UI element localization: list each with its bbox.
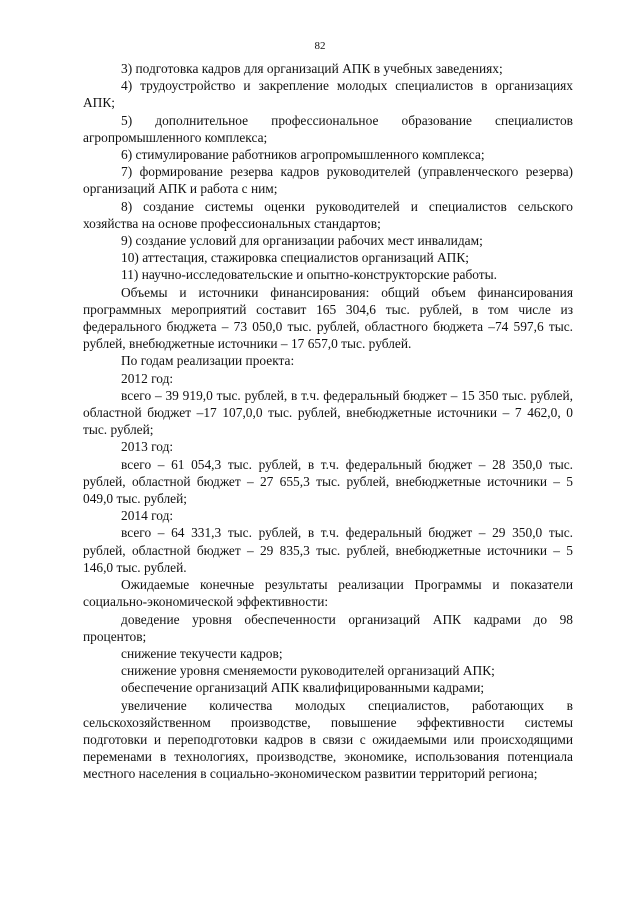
paragraph-item-10: 10) аттестация, стажировка специалистов организаций АПК; (121, 250, 469, 266)
page-number: 82 (314, 40, 326, 52)
result-item-manager-replacement: снижение уровня сменяемости руководителей организаций АПК; (121, 663, 495, 679)
paragraph-item-9: 9) создание условий для организации рабочих мест инвалидам; (121, 233, 483, 249)
paragraph-item-11: 11) научно-исследовательские и опытно-конструкторские работы. (121, 267, 497, 283)
result-item-turnover: снижение текучести кадров; (121, 645, 283, 661)
result-item-young-specialists: увеличение количества молодых специалистов, работающих в сельскохозяйственном производстве, повышение эффективности системы подготовки и переподготовки кадров в связи с ожидаемыми или происходящими переменами в технологиях, производстве, экономике, использования потенциала местного населения в социально-экономическом развитии территорий региона; (83, 697, 573, 782)
paragraph-item-8: 8) создание системы оценки руководителей и специалистов сельского хозяйства на основе профессиональных стандартов; (83, 198, 573, 231)
result-item-staffing-level: доведение уровня обеспеченности организаций АПК кадрами до 98 процентов; (83, 611, 573, 644)
paragraph-2014-totals: всего – 64 331,3 тыс. рублей, в т.ч. федеральный бюджет – 29 350,0 тыс. рублей, областной бюджет – 29 835,3 тыс. рублей, внебюджетные источники – 5 146,0 тыс. рублей. (83, 525, 573, 575)
paragraph-item-3: 3) подготовка кадров для организаций АПК в учебных заведениях; (121, 61, 503, 76)
year-heading-2014: 2014 год: (121, 508, 174, 524)
paragraph-funding: Объемы и источники финансирования: общий объем финансирования программных мероприятий составит 165 304,6 тыс. рублей, в том числе из федерального бюджета – 73 050,0 тыс. рублей, областного бюджета –74 597,6 тыс. рублей, внебюджетные источники – 17 657,0 тыс. рублей. (83, 284, 573, 352)
paragraph-item-7: 7) формирование резерва кадров руководителей (управленческого резерва) организаций АПК и работа с ним; (83, 164, 573, 197)
paragraph-by-years: По годам реализации проекта: (121, 353, 295, 369)
result-item-qualified-staff: обеспечение организаций АПК квалифицированными кадрами; (121, 680, 485, 696)
page-body (83, 60, 573, 783)
paragraph-item-5: 5) дополнительное профессиональное образование специалистов агропромышленного комплекса; (83, 112, 573, 145)
paragraph-item-4: 4) трудоустройство и закрепление молодых специалистов в организациях АПК; (83, 78, 573, 111)
year-heading-2012: 2012 год: (121, 370, 174, 386)
paragraph-item-6: 6) стимулирование работников агропромышленного комплекса; (121, 147, 485, 163)
paragraph-2012-totals: всего – 39 919,0 тыс. рублей, в т.ч. федеральный бюджет – 15 350 тыс. рублей, областной бюджет –17 107,0,0 тыс. рублей, внебюджетные источники – 7 462,0, 0 тыс. рублей; (83, 387, 573, 438)
year-heading-2013: 2013 год: (121, 439, 174, 455)
paragraph-2013-totals: всего – 61 054,3 тыс. рублей, в т.ч. федеральный бюджет – 28 350,0 тыс. рублей, областной бюджет – 27 655,3 тыс. рублей, внебюджетные источники – 5 049,0 тыс. рублей; (83, 456, 573, 507)
paragraph-expected-results: Ожидаемые конечные результаты реализации Программы и показатели социально-экономической эффективности: (83, 577, 573, 610)
